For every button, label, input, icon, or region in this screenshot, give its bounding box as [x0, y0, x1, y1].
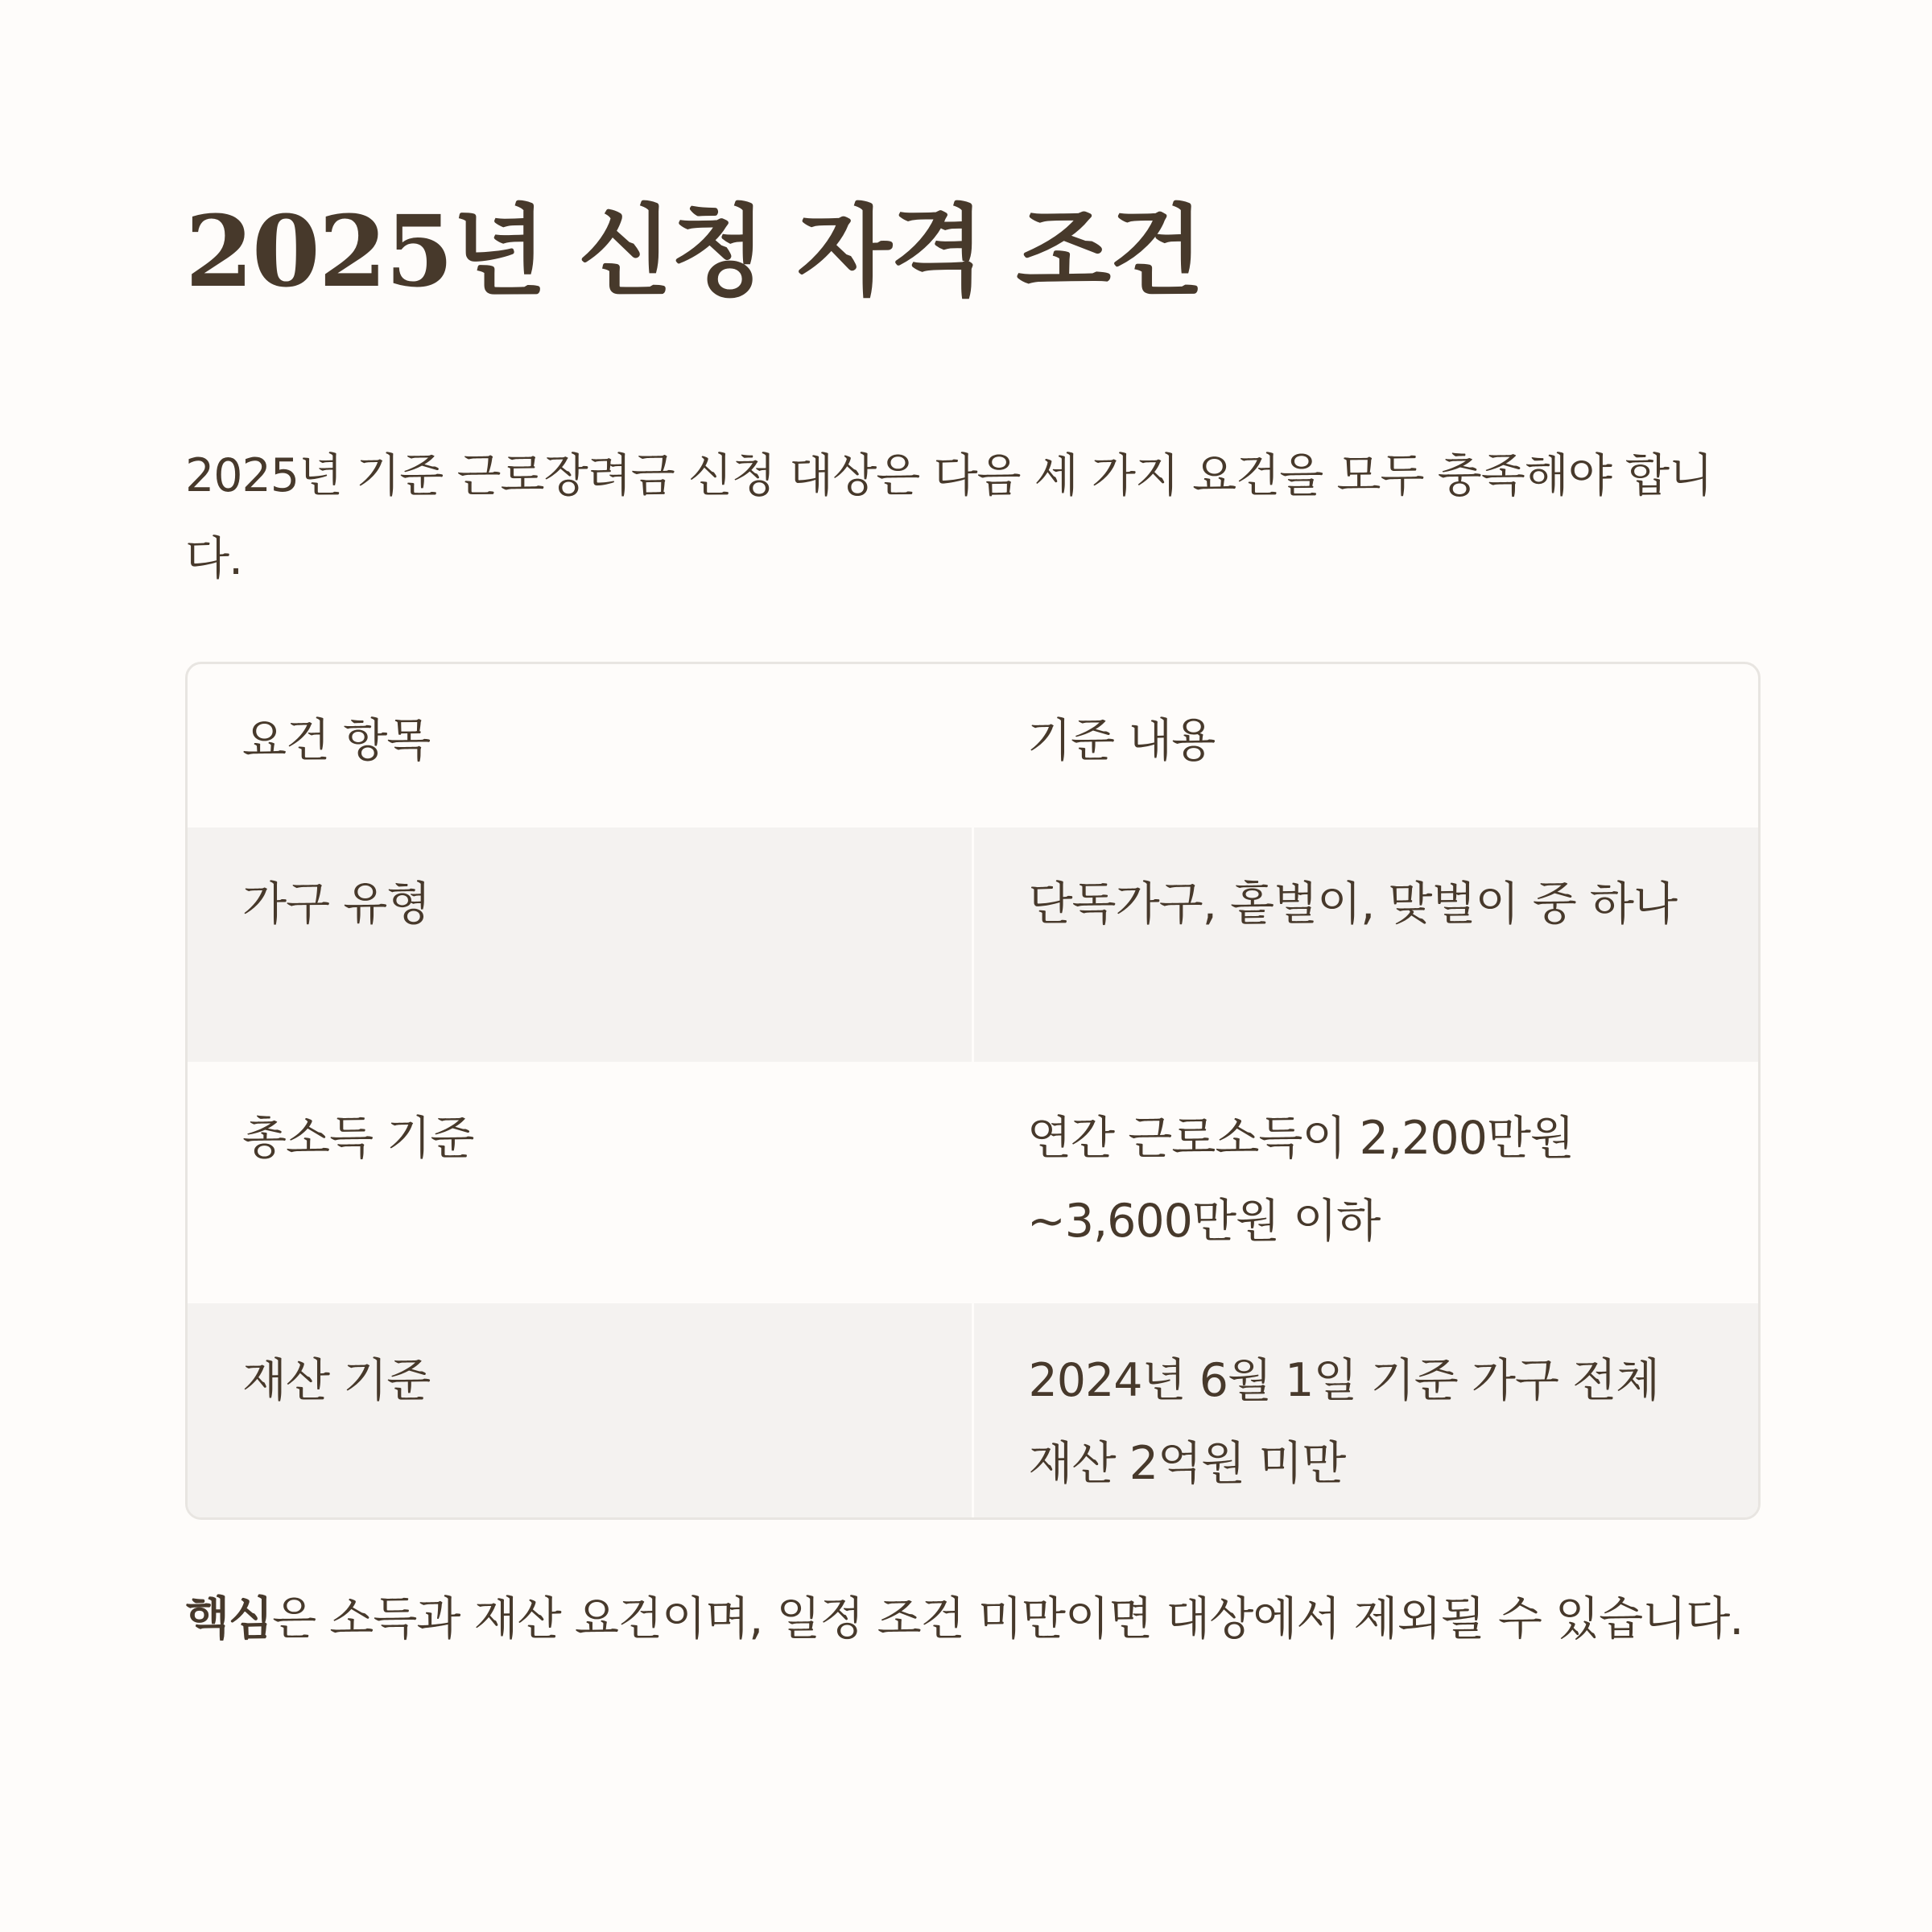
table-row [188, 828, 1758, 1062]
summary-note [185, 1578, 1759, 1661]
column-header-requirement: 요건 항목 [242, 714, 431, 767]
note-text: 은 소득과 재산 요건이며, 일정 조건 미만이면 대상에서 제외될 수 있습니다. [272, 1592, 1744, 1645]
table-cell-criteria: 연간 근로소득이 2,200만원 ~3,600만원 이하 [1027, 1112, 1574, 1248]
table-header-row [188, 664, 1758, 828]
table-row [188, 1303, 1758, 1520]
table-row [188, 1062, 1758, 1303]
eligibility-table [185, 662, 1761, 1520]
table-cell-requirement: 가구 유형 [188, 828, 972, 1062]
intro-paragraph: 2025년 기준 근로장려금 신청 대상은 다음 세 가지 요건을 모두 충족해야 합니다. [185, 449, 1713, 585]
page-title: 2025년 신청 자격 조건 [185, 193, 1203, 309]
column-header-criteria: 기준 내용 [1027, 714, 1216, 767]
table-cell-requirement: 총소득 기준 [242, 1112, 474, 1165]
table-cell-criteria: 2024년 6월 1일 기준 가구 전체 재산 2억원 미만 [972, 1303, 1758, 1520]
table-cell-requirement: 재산 기준 [188, 1303, 972, 1520]
note-emphasis: 핵심 [185, 1592, 273, 1645]
table-cell-criteria: 단독가구, 홑벌이, 맞벌이 중 하나 [972, 828, 1758, 1062]
